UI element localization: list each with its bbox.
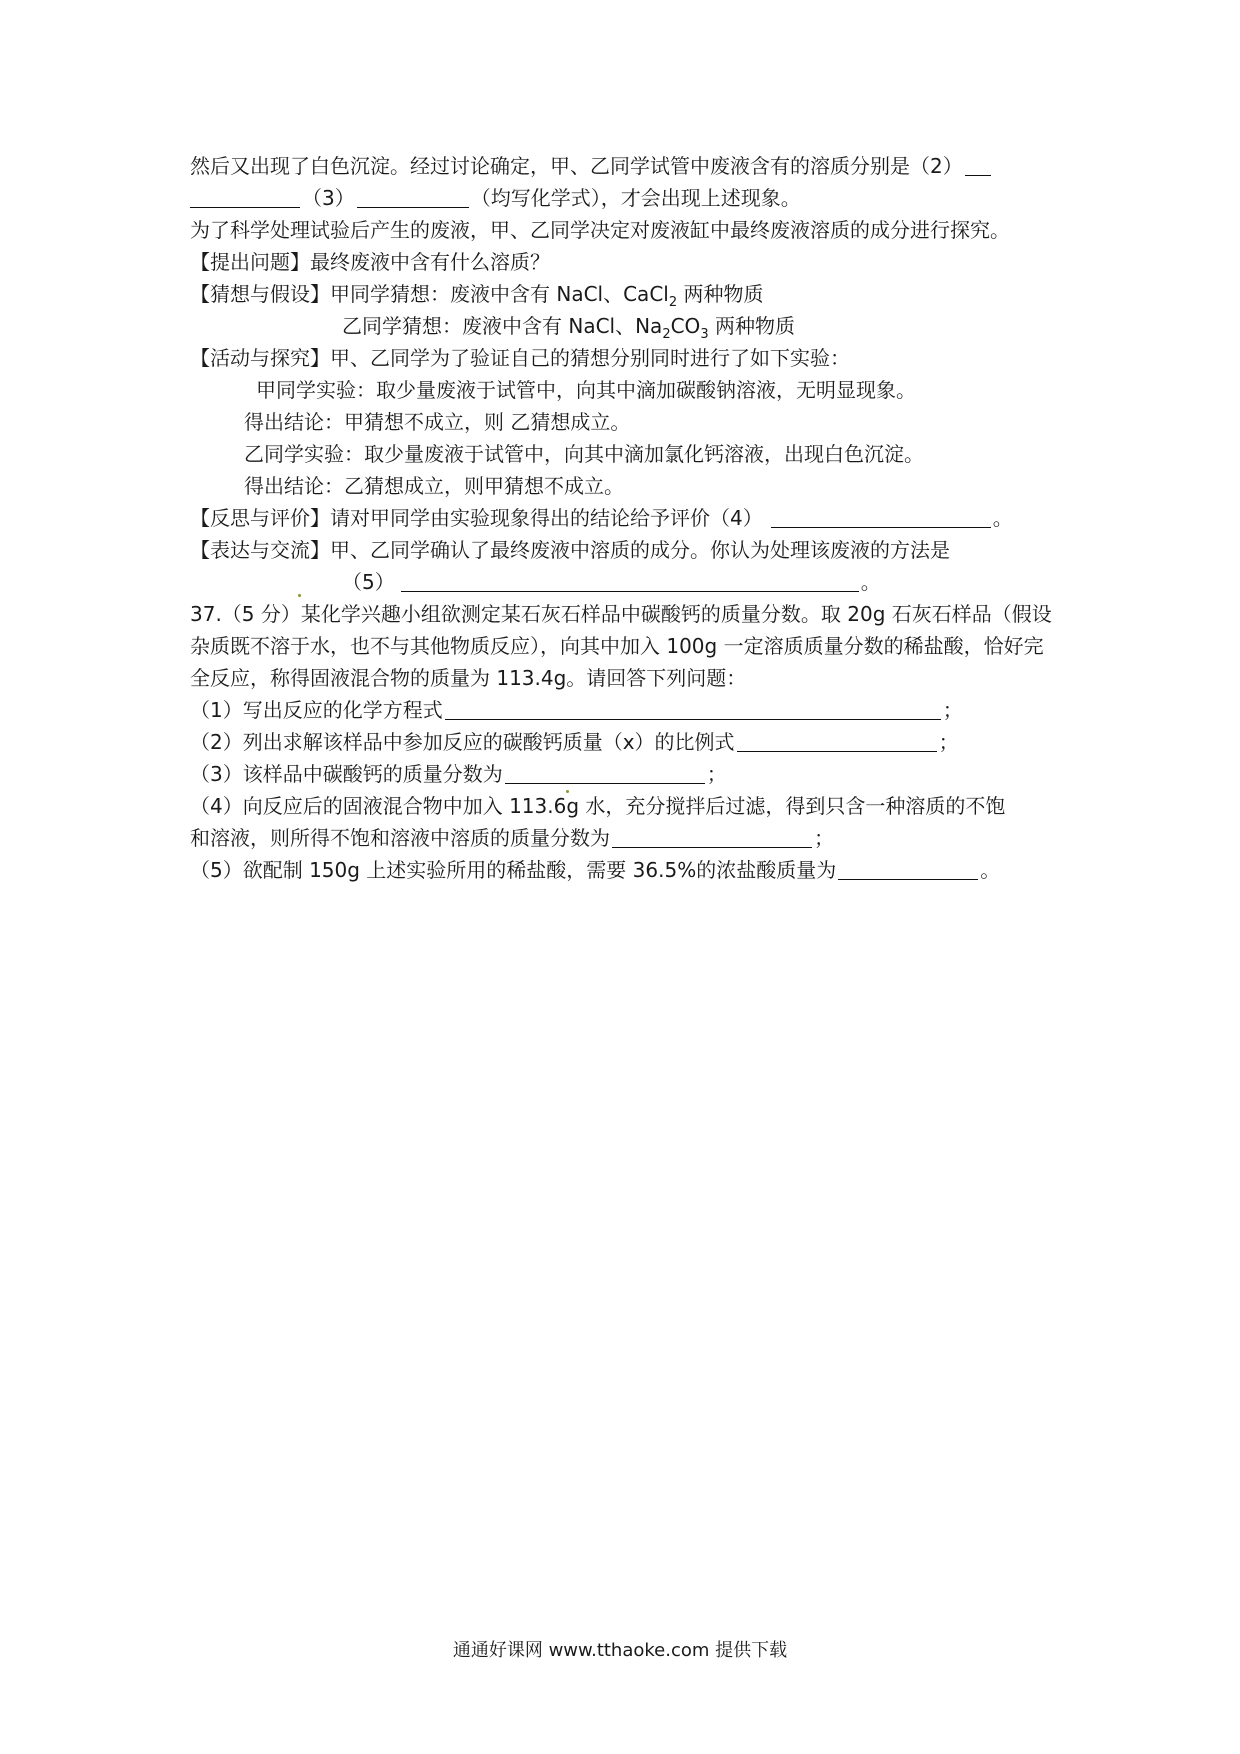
experiment-a-text: 甲同学实验：取少量废液于试管中，向其中滴加碳酸钠溶液，无明显现象。 [256,378,916,402]
answer-blank-3[interactable] [357,185,469,208]
q36-line-3 [190,214,1060,246]
q36-line-2 [190,182,1060,214]
subscript: 2 [668,295,678,310]
question-heading [190,246,1060,278]
q36-text-3: 为了科学处理试验后产生的废液，甲、乙同学决定对废液缸中最终废液溶质的成分进行探究。 [190,218,1010,242]
hypothesis-a-text: 甲同学猜想：废液中含有 NaCl、CaCl [330,282,669,306]
reflection-end: 。 [992,506,1013,530]
semicolon: ； [938,730,959,754]
document-body [190,150,1060,886]
experiment-b-text: 乙同学实验：取少量废液于试管中，向其中滴加氯化钙溶液，出现白色沉淀。 [244,442,924,466]
step-4-text-a: （4）向反应后的固液混合物中加入 113.6g 水，充分搅拌后过滤，得到只含一种溶质的不饱 [190,794,1006,818]
q37-step-1 [190,694,1060,726]
hypothesis-a-tail: 两种物质 [677,282,764,306]
semicolon: ； [942,698,963,722]
step-3-text: （3）该样品中碳酸钙的质量分数为 [190,762,503,786]
hypothesis-b-tail: 两种物质 [708,314,795,338]
answer-blank-q37-4[interactable] [612,825,812,848]
semicolon: ； [814,826,834,850]
q37-step-3 [190,758,1060,790]
q37-step-5 [190,854,1060,886]
answer-blank-4[interactable] [771,505,991,528]
step-2-text: （2）列出求解该样品中参加反应的碳酸钙质量（x）的比例式 [190,730,735,754]
answer-blank-2b[interactable] [190,185,300,208]
answer-blank-q37-3[interactable] [505,761,705,784]
answer-blank-2a[interactable] [965,153,991,176]
answer-blank-5[interactable] [401,569,859,592]
activity-heading [190,342,1060,374]
answer-blank-q37-5[interactable] [838,857,978,880]
conclusion-b [190,470,1060,502]
blank-marker-3: （3） [302,186,355,210]
reflection-line [190,502,1060,534]
question-text: 【提出问题】最终废液中含有什么溶质？ [190,250,550,274]
expression-text: 【表达与交流】甲、乙同学确认了最终废液中溶质的成分。你认为处理该废液的方法是 [190,538,950,562]
hypothesis-label: 【猜想与假设】 [190,282,330,306]
blank-marker-5: （5） [342,570,395,594]
q36-line-1 [190,150,1060,182]
experiment-a [190,374,1060,406]
subscript: 3 [700,327,709,342]
expression-answer-line [190,566,1060,598]
conclusion-a-text: 得出结论：甲猜想不成立，则 乙猜想成立。 [244,410,631,434]
reflection-text: 【反思与评价】请对甲同学由实验现象得出的结论给予评价（4） [190,506,763,530]
conclusion-a [190,406,1060,438]
q37-step-2 [190,726,1060,758]
hypothesis-b-text: 乙同学猜想：废液中含有 NaCl、Na [342,314,663,338]
stray-mark [298,594,301,597]
hypothesis-a [190,278,1060,310]
experiment-b [190,438,1060,470]
step-5-text: （5）欲配制 150g 上述实验所用的稀盐酸，需要 36.5%的浓盐酸质量为 [190,858,837,882]
q36-text-2: （均写化学式），才会出现上述现象。 [470,186,801,210]
page-footer: 通通好课网 www.tthaoke.com 提供下载 [452,1640,788,1661]
activity-text: 【活动与探究】甲、乙同学为了验证自己的猜想分别同时进行了如下实验： [190,346,850,370]
q37-step-4b [190,822,1060,854]
period: 。 [980,858,1001,882]
formula-part: CO [670,314,701,338]
hypothesis-b [190,310,1060,342]
q37-intro-text: 37.（5 分）某化学兴趣小组欲测定某石灰石样品中碳酸钙的质量分数。取 20g 石灰石样品（假设杂质既不溶于水，也不与其他物质反应），向其中加入 100g 一定溶质质量分数的稀盐酸，恰好完全反应，称得固液混合物的质量为 113.4g。请回答下列问题： [190,602,1052,690]
step-1-text: （1）写出反应的化学方程式 [190,698,443,722]
answer-blank-q37-2[interactable] [737,729,937,752]
expression-line [190,534,1060,566]
subscript: 2 [662,327,671,342]
step-4-text-b: 和溶液，则所得不饱和溶液中溶质的质量分数为 [190,826,610,850]
stray-mark [566,790,569,793]
conclusion-b-text: 得出结论：乙猜想成立，则甲猜想不成立。 [244,474,624,498]
semicolon: ； [706,762,727,786]
answer-blank-q37-1[interactable] [445,697,941,720]
q37-intro [190,598,1060,694]
expression-end: 。 [860,570,881,594]
q36-text-1: 然后又出现了白色沉淀。经过讨论确定，甲、乙同学试管中废液含有的溶质分别是（2） [190,154,963,178]
q37-step-4a [190,790,1060,822]
